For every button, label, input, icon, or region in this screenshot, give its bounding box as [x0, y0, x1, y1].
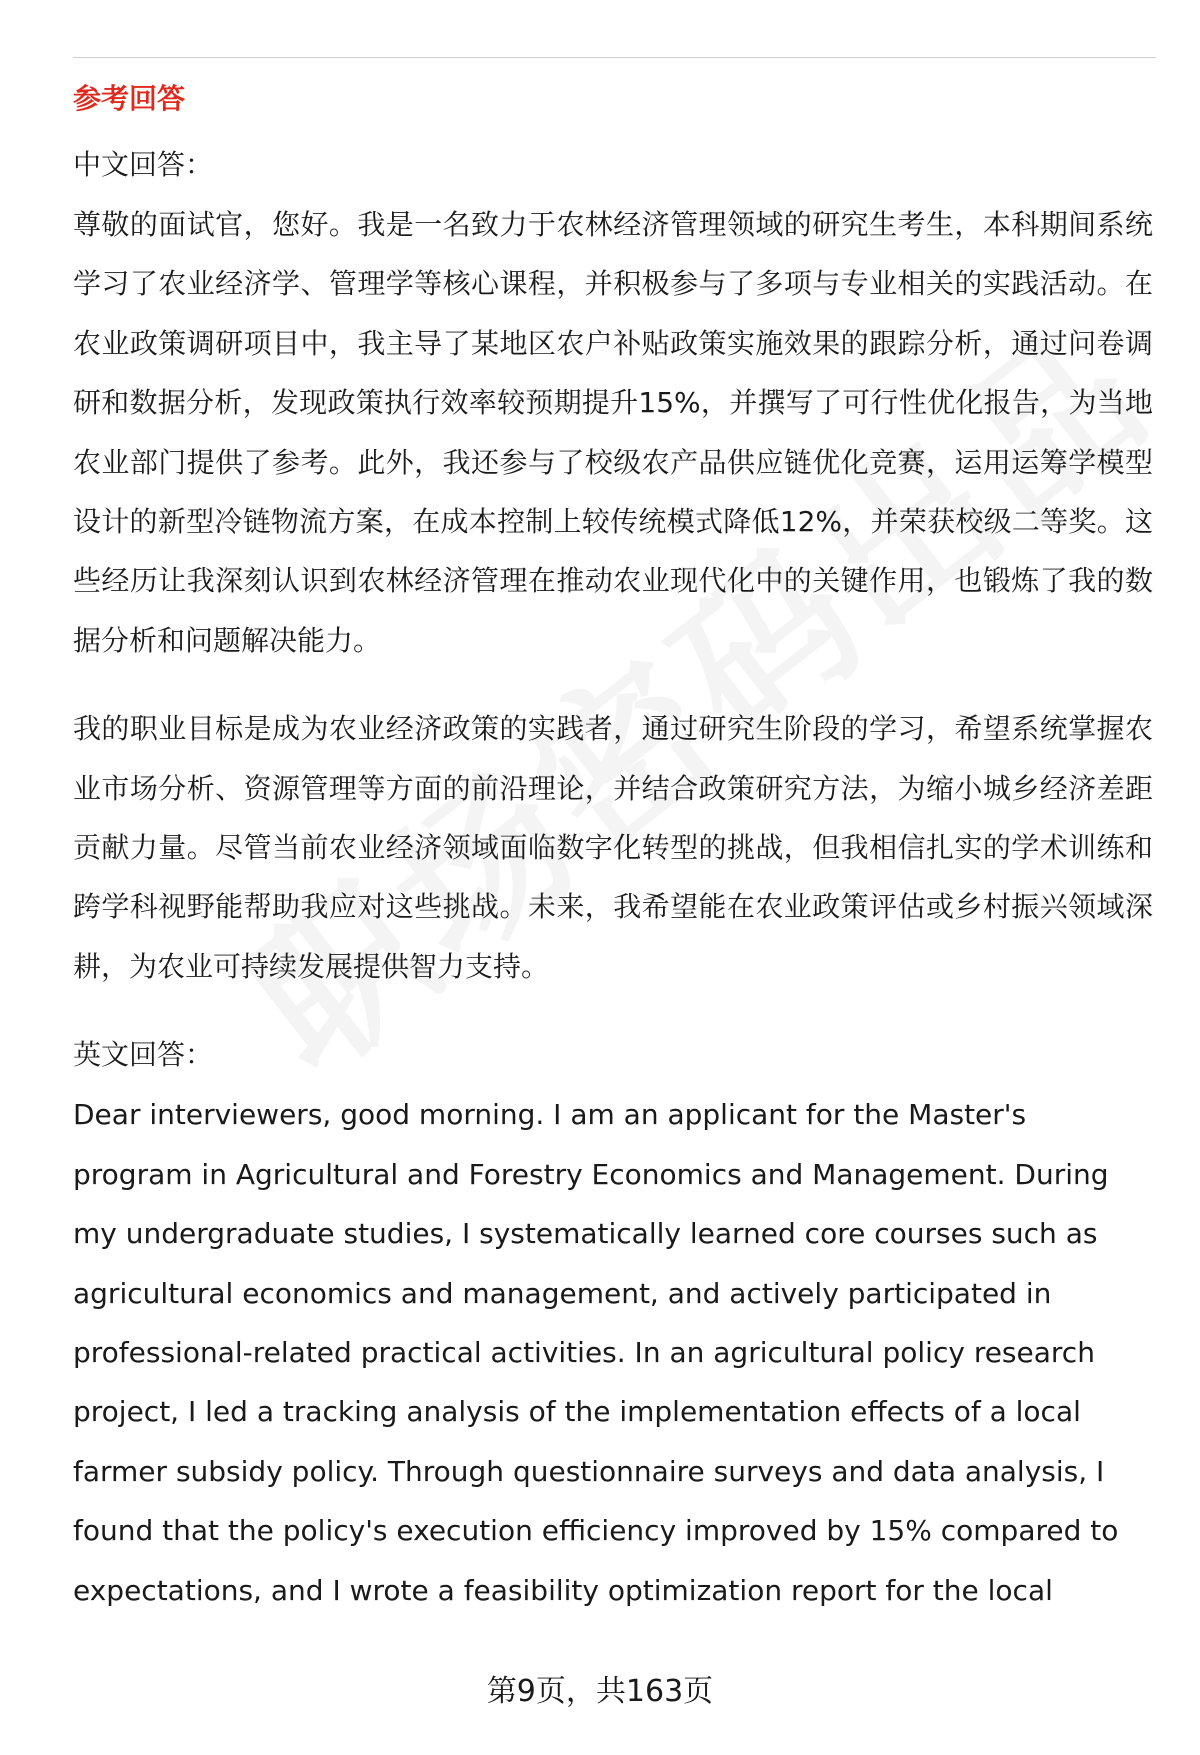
english-line: found that the policy's execution efficiency improved by 15% compared to [73, 1514, 1119, 1548]
page-content [73, 73, 1153, 1620]
section-title: 参考回答 [73, 82, 186, 115]
english-line: my undergraduate studies, I systematically learned core courses such as [73, 1217, 1098, 1251]
english-line: Dear interviewers, good morning. I am an applicant for the Master's [73, 1098, 1027, 1132]
paragraph-gap [73, 670, 1153, 699]
chinese-answer-label: 中文回答： [73, 148, 214, 181]
english-answer-text [73, 1085, 1153, 1620]
english-line: program in Agricultural and Forestry Economics and Management. During [73, 1157, 1109, 1191]
english-line: project, I led a tracking analysis of the implementation effects of a local [73, 1395, 1081, 1429]
english-line: farmer subsidy policy. Through questionnaire surveys and data analysis, I [73, 1454, 1105, 1488]
english-answer-label: 英文回答： [73, 1038, 214, 1072]
chinese-paragraph-2: 我的职业目标是成为农业经济政策的实践者，通过研究生阶段的学习，希望系统掌握农业市场分析、资源管理等方面的前沿理论，并结合政策研究方法，为缩小城乡经济差距贡献力量。尽管当前农业经济领域面临数字化转型的挑战，但我相信扎实的学术训练和跨学科视野能帮助我应对这些挑战。未来，我希望能在农业政策评估或乡村振兴领域深耕，为农业可持续发展提供智力支持。 [73, 712, 1153, 983]
page-number: 第9页，共163页 [486, 1674, 714, 1709]
english-line: professional-related practical activities. In an agricultural policy research [73, 1335, 1095, 1369]
english-line: agricultural economics and management, and actively participated in [73, 1276, 1052, 1310]
paragraph-gap [73, 996, 1153, 1025]
chinese-paragraph-1: 尊敬的面试官，您好。我是一名致力于农林经济管理领域的研究生考生，本科期间系统学习了农业经济学、管理学等核心课程，并积极参与了多项与专业相关的实践活动。在农业政策调研项目中，我主导了某地区农户补贴政策实施效果的跟踪分析，通过问卷调研和数据分析，发现政策执行效率较预期提升15%，并撰写了可行性优化报告，为当地农业部门提供了参考。此外，我还参与了校级农产品供应链优化竞赛，运用运筹学模型设计的新型冷链物流方案，在成本控制上较传统模式降低12%，并荣获校级二等奖。这些经历让我深刻认识到农林经济管理在推动农业现代化中的关键作用，也锻炼了我的数据分析和问题解决能力。 [73, 208, 1153, 657]
english-line: expectations, and I wrote a feasibility optimization report for the local [73, 1573, 1053, 1607]
top-divider [73, 57, 1156, 58]
